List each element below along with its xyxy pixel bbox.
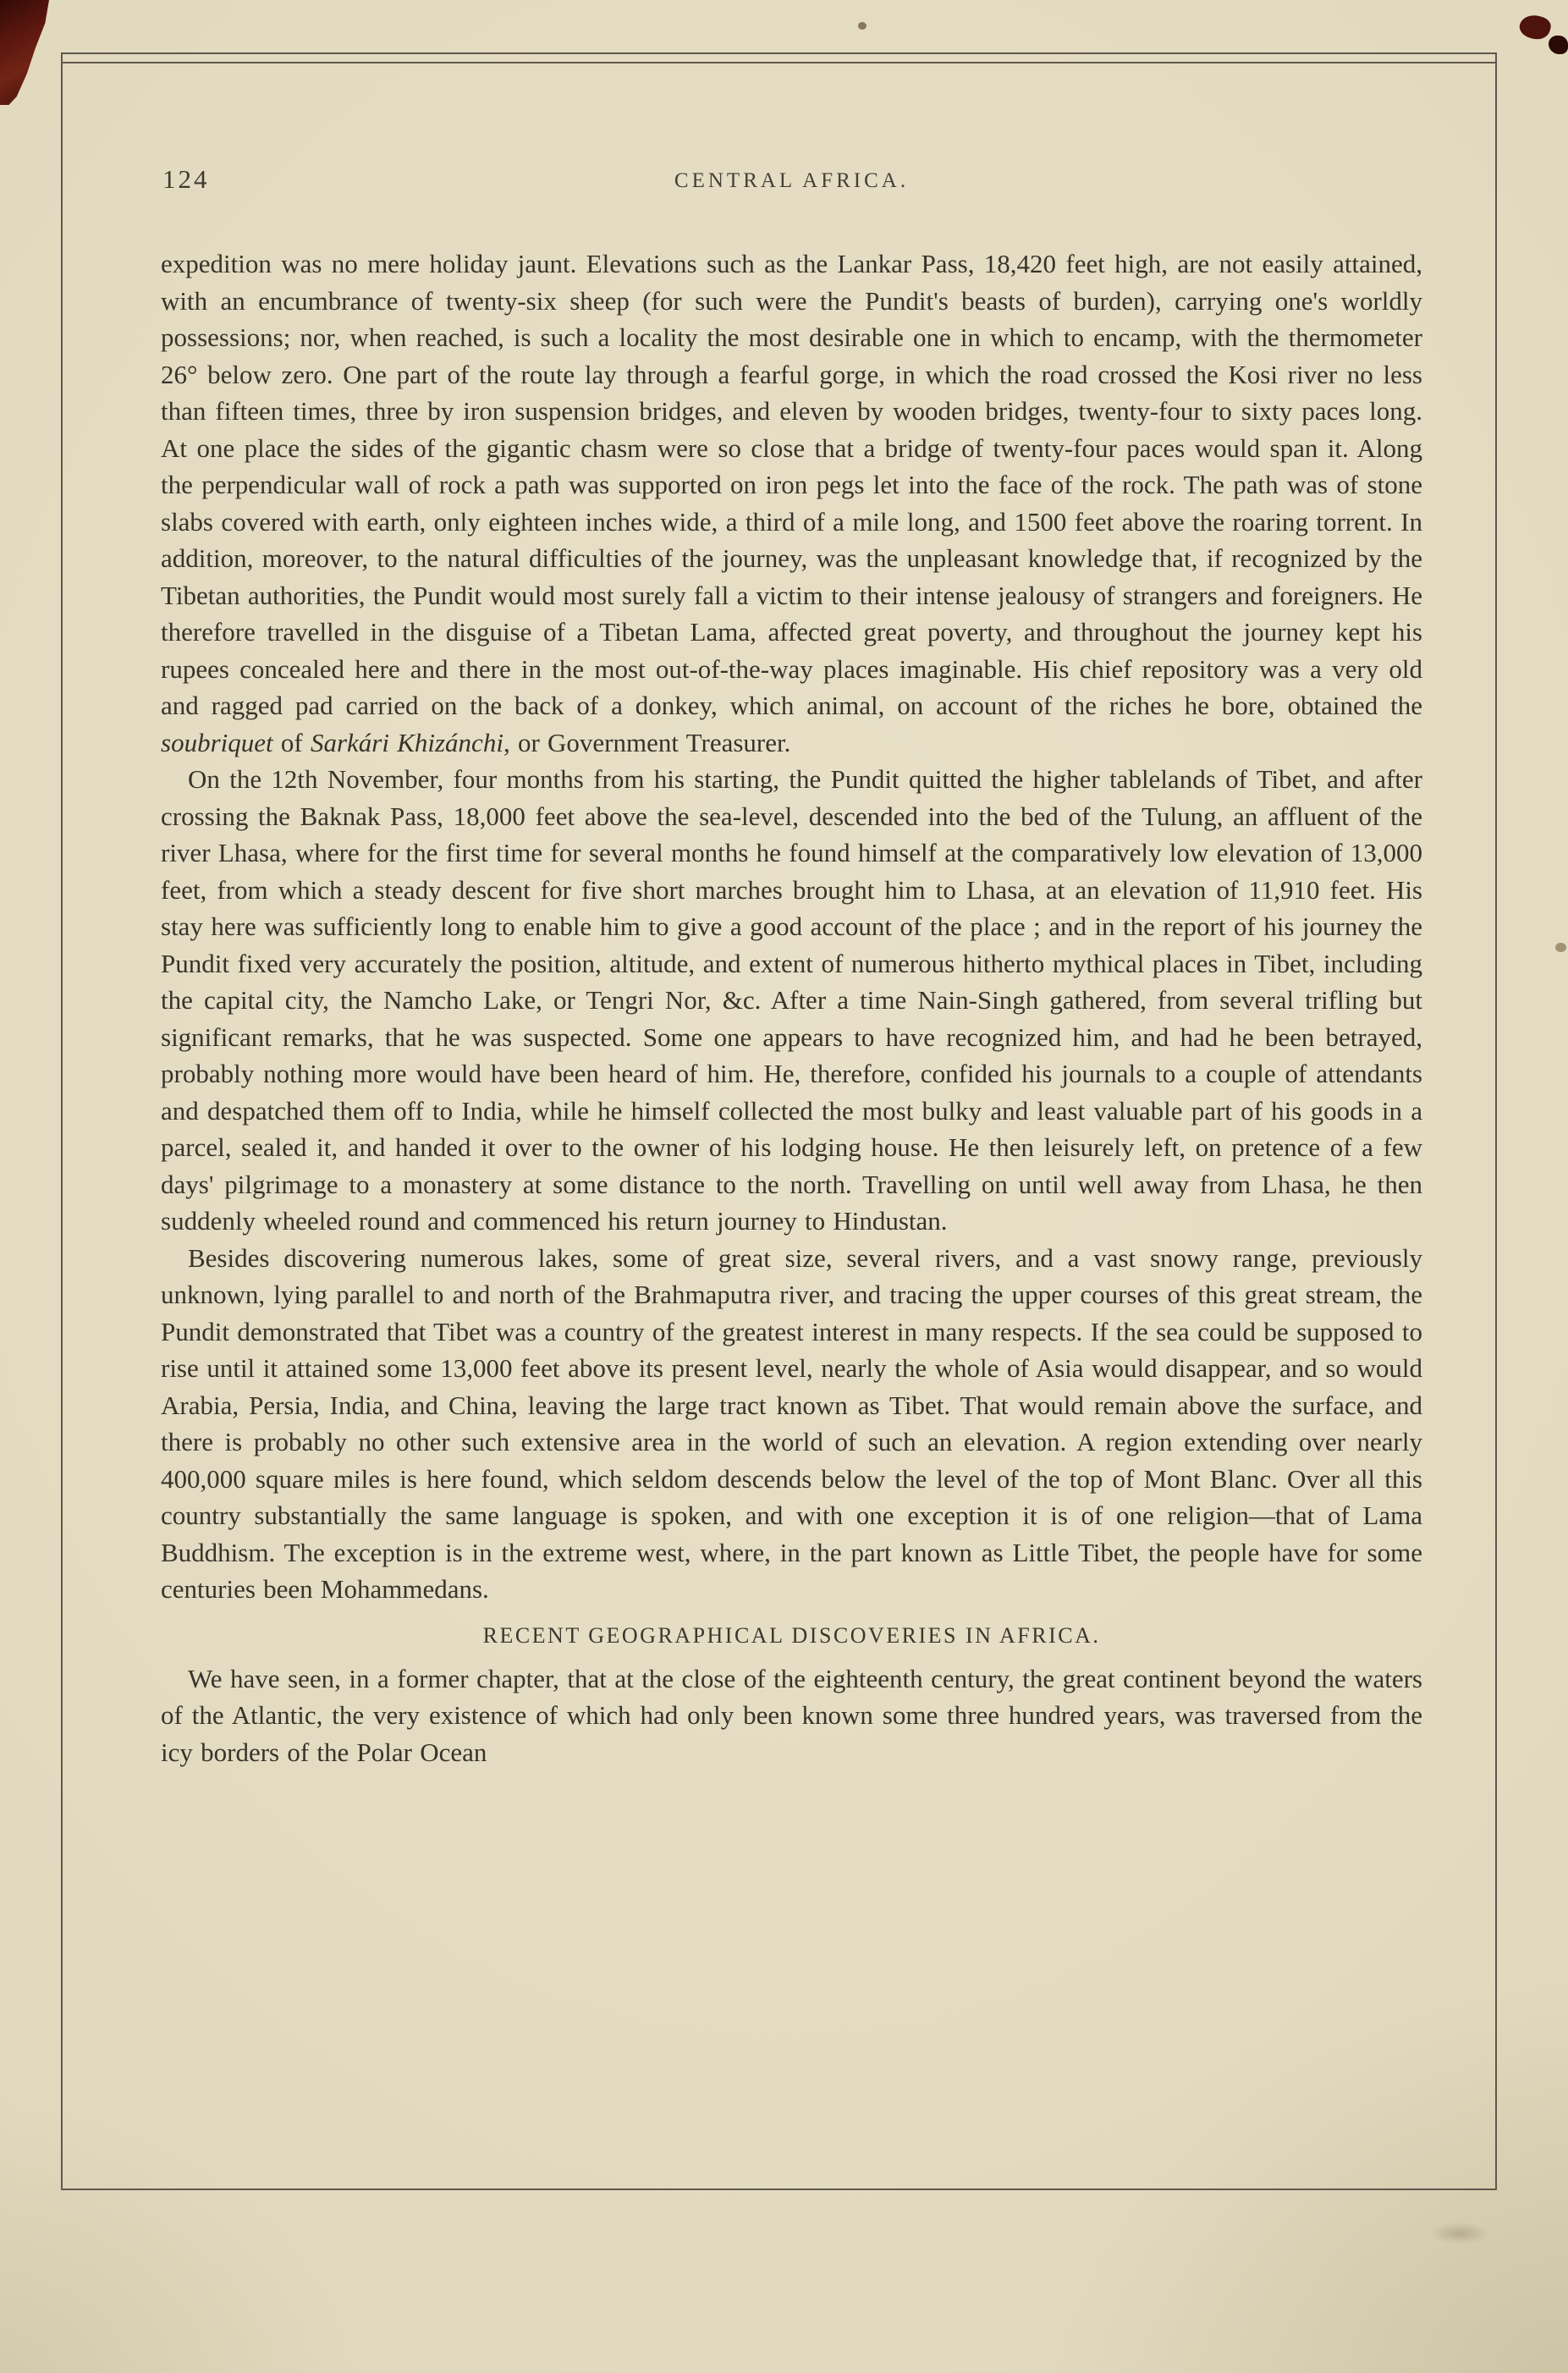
paper-speck [858,22,867,30]
paragraph-1-text: expedition was no mere holiday jaunt. Elevations such as the Lankar Pass, 18,420 feet high, are not easily attained, with an encumbrance of twenty-six sheep (for such were the Pundit's beasts of burden), carrying one's worldly possessions; nor, when reached, is such a locality the most desirable one in which to encamp, with the thermometer 26° below zero. One part of the route lay through a fearful gorge, in which the road crossed the Kosi river no less than fifteen times, three by iron suspension bridges, and eleven by wooden bridges, twenty-four to sixty paces long. At one place the sides of the gigantic chasm were so close that a bridge of twenty-four paces would span it. Along the perpendicular wall of rock a path was supported on iron pegs let into the face of the rock. The path was of stone slabs covered with earth, only eighteen inches wide, a third of a mile long, and 1500 feet above the roaring torrent. In addition, moreover, to the natural difficulties of the journey, was the unpleasant knowledge that, if recognized by the Tibetan authorities, the Pundit would most surely fall a victim to their intense jealousy of strangers and foreigners. He therefore travelled in the disguise of a Tibetan Lama, affected great poverty, and throughout the journey kept his rupees concealed here and there in the most out-of-the-way places imaginable. His chief repository was a very old and ragged pad carried on the back of a donkey, which animal, on account of the riches he bore, obtained the [161,249,1422,720]
page-number: 124 [162,164,210,194]
section-heading: RECENT GEOGRAPHICAL DISCOVERIES IN AFRICA. [482,1622,1101,1648]
paragraph-1-italic-soubriquet: soubriquet [161,727,273,757]
ink-stain [1549,36,1568,54]
page-content [161,164,1422,1770]
page-border-inner-rule [61,62,1497,63]
page-border-frame [61,52,1497,2190]
running-header: CENTRAL AFRICA. [674,169,910,192]
paragraph-4: We have seen, in a former chapter, that at the close of the eighteenth century, the great continent beyond the waters of the Atlantic, the very existence of which had only been known some three hundred years, was traversed from the icy borders of the Polar Ocean [161,1663,1422,1767]
paper-smudge [1430,2222,1489,2244]
paragraph-1-italic-title: Sarkári Khizánchi [310,727,503,757]
paragraph-1-text: of [272,727,311,757]
paragraph-2: On the 12th November, four months from his starting, the Pundit quitted the higher tablelands of Tibet, and after crossing the Baknak Pass, 18,000 feet above the sea-level, descended into the bed of the Tulung, an affluent of the river Lhasa, where for the first time for several months he found himself at the comparatively low elevation of 13,000 feet, from which a steady descent for five short marches brought him to Lhasa, at an elevation of 11,910 feet. His stay here was sufficiently long to enable him to give a good account of the place ; and in the report of his journey the Pundit fixed very accurately the position, altitude, and extent of numerous hitherto mythical places in Tibet, including the capital city, the Namcho Lake, or Tengri Nor, &c. After a time Nain-Singh gathered, from several trifling but significant remarks, that he was suspected. Some one appears to have recognized him, and had he been betrayed, probably nothing more would have been heard of him. He, therefore, confided his journals to a couple of attendants and despatched them off to India, while he himself collected the most bulky and least valuable part of his goods in a parcel, sealed it, and handed it over to the owner of his lodging house. He then leisurely left, on pretence of a few days' pilgrimage to a monastery at some distance to the north. Travelling on until well away from Lhasa, he then suddenly wheeled round and commenced his return journey to Hindustan. [161,764,1422,1236]
page-header [161,164,1422,196]
paragraph-3: Besides discovering numerous lakes, some of great size, several rivers, and a vast snowy range, previously unknown, lying parallel to and north of the Brahmaputra river, and tracing the upper courses of this great stream, the Pundit demonstrated that Tibet was a country of the greatest interest in many respects. If the sea could be supposed to rise until it attained some 13,000 feet above its present level, nearly the whole of Asia would disappear, and so would Arabia, Persia, India, and China, leaving the large tract known as Tibet. That would remain above the surface, and there is probably no other such extensive area in the world of such an elevation. A region extending over nearly 400,000 square miles is here found, which seldom descends below the level of the top of Mont Blanc. Over all this country substantially the same language is spoken, and with one exception it is of one religion—that of Lama Buddhism. The exception is in the extreme west, where, in the part known as Little Tibet, the people have for some centuries been Mohammedans. [161,1242,1422,1604]
paper-speck [1555,943,1566,952]
paragraph-1 [161,245,1422,761]
paragraph-1-text: , or Government Treasurer. [503,727,791,757]
